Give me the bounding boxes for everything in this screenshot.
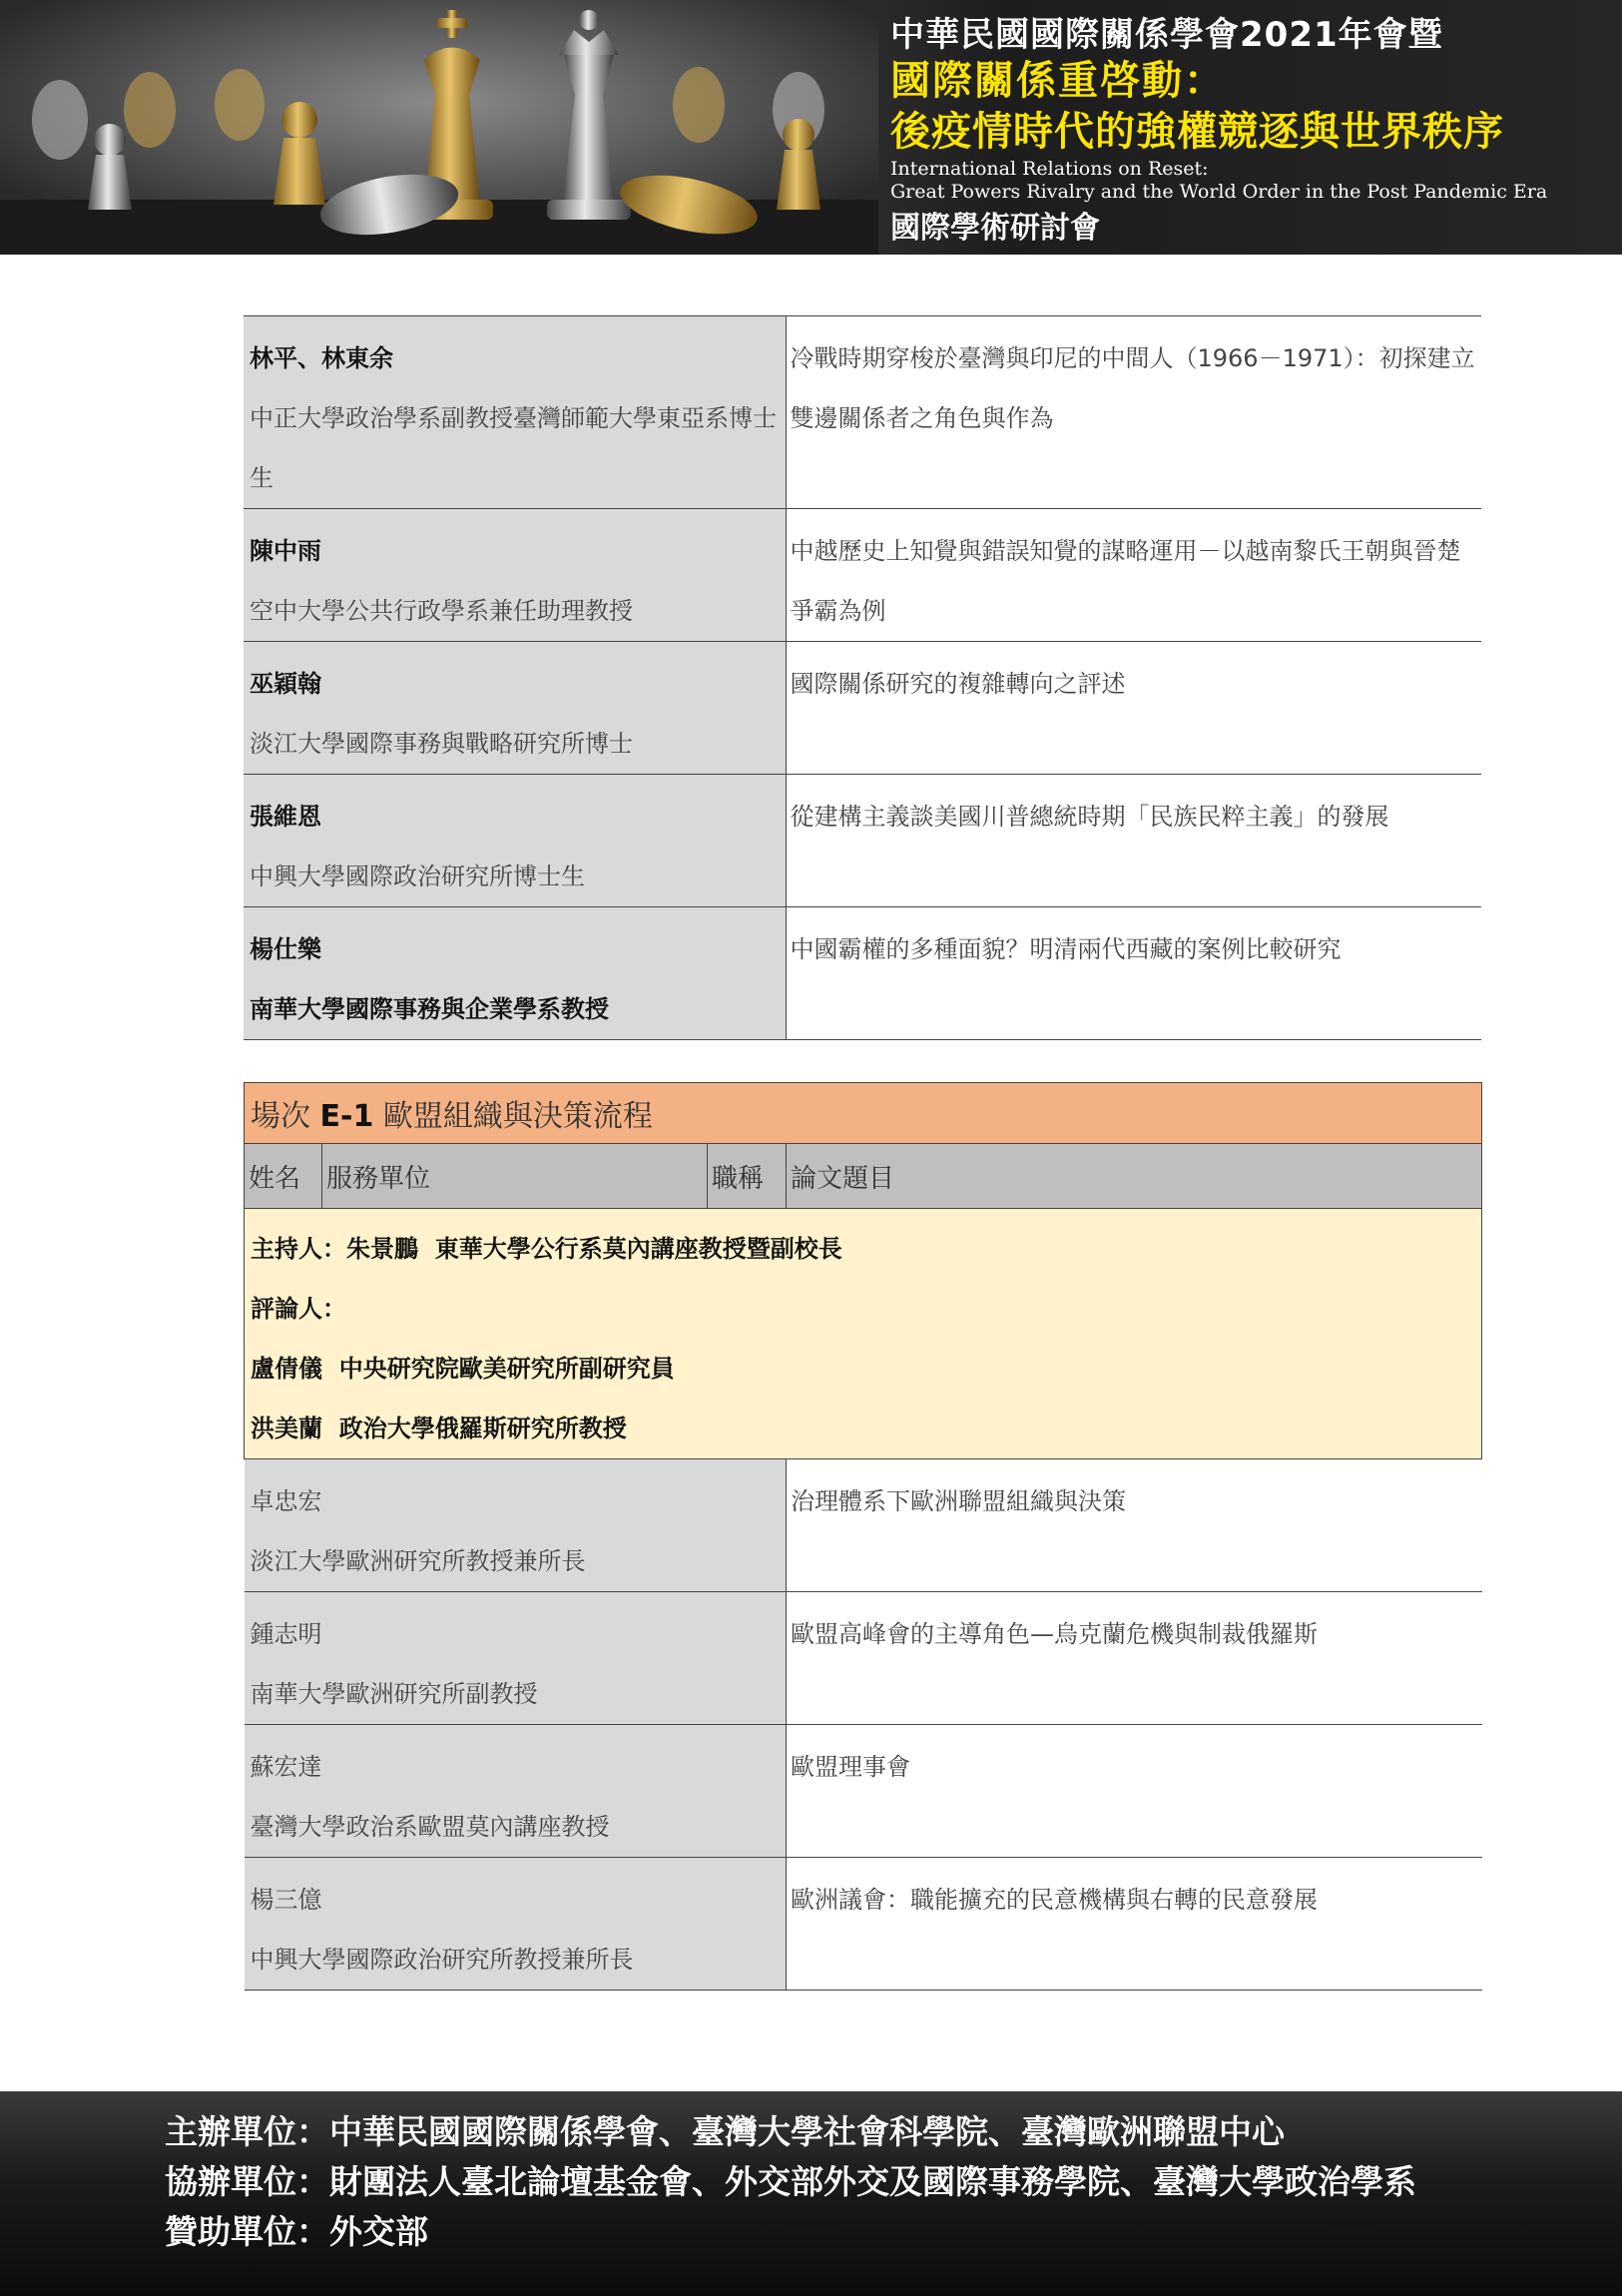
presenter-name: 蘇宏達 xyxy=(250,1753,322,1781)
chess-pieces-image xyxy=(0,0,878,255)
header-name: 姓名 xyxy=(245,1144,322,1209)
table-row xyxy=(244,316,1481,509)
table-row xyxy=(244,775,1481,907)
column-headers xyxy=(245,1144,1482,1209)
session-prefix: 場次 xyxy=(251,1099,310,1134)
presenter-affiliation: 淡江大學歐洲研究所教授兼所長 xyxy=(250,1547,586,1575)
paper-title: 歐盟高峰會的主導角色—烏克蘭危機與制裁俄羅斯 xyxy=(791,1620,1318,1648)
table-row xyxy=(245,1592,1482,1725)
presenter-name: 林平、林東余 xyxy=(250,344,393,372)
discussant-label: 評論人： xyxy=(251,1295,346,1323)
table-row xyxy=(245,1725,1482,1858)
session-title: 歐盟組織與決策流程 xyxy=(382,1099,653,1134)
presenter-affiliation: 中興大學國際政治研究所教授兼所長 xyxy=(250,1946,634,1974)
discussant-1: 盧倩儀 中央研究院歐美研究所副研究員 xyxy=(251,1355,675,1383)
table-row xyxy=(244,509,1481,642)
banner-english-line2: Great Powers Rivalry and the World Order in the Post Pandemic Era xyxy=(890,181,1548,203)
table-row xyxy=(245,1459,1482,1592)
paper-title: 中國霸權的多種面貌？明清兩代西藏的案例比較研究 xyxy=(790,935,1342,963)
presenter-affiliation: 空中大學公共行政學系兼任助理教授 xyxy=(250,597,633,625)
presenter-affiliation: 中正大學政治學系副教授臺灣師範大學東亞系博士生 xyxy=(250,404,777,492)
banner-english-line1: International Relations on Reset: xyxy=(890,158,1209,180)
presenter-name: 楊仕樂 xyxy=(250,935,321,963)
moderator: 主持人：朱景鵬 東華大學公行系莫內講座教授暨副校長 xyxy=(251,1235,842,1263)
session-header xyxy=(245,1083,1482,1144)
presenter-name: 鍾志明 xyxy=(250,1620,322,1648)
paper-title: 中越歷史上知覺與錯誤知覺的謀略運用－以越南黎氏王朝與晉楚爭霸為例 xyxy=(790,537,1461,625)
footer-text xyxy=(165,2107,1416,2257)
banner-event-type: 國際學術研討會 xyxy=(890,211,1100,246)
paper-title: 歐盟理事會 xyxy=(791,1753,910,1781)
paper-title: 國際關係研究的複雜轉向之評述 xyxy=(790,670,1126,698)
table-row xyxy=(244,642,1481,775)
table-row xyxy=(244,907,1481,1040)
paper-title: 治理體系下歐洲聯盟組織與決策 xyxy=(791,1487,1126,1515)
presenter-affiliation: 南華大學國際事務與企業學系教授 xyxy=(250,995,609,1023)
presenter-name: 卓忠宏 xyxy=(250,1487,322,1515)
co-host-organizations: 協辦單位：財團法人臺北論壇基金會、外交部外交及國際事務學院、臺灣大學政治學系 xyxy=(165,2162,1416,2201)
header-banner xyxy=(0,0,1622,255)
banner-text xyxy=(890,14,1609,250)
sponsor-organization: 贊助單位：外交部 xyxy=(165,2212,428,2251)
header-position: 職稱 xyxy=(708,1144,787,1209)
presenter-name: 巫穎翰 xyxy=(250,670,321,698)
paper-title: 從建構主義談美國川普總統時期「民族民粹主義」的發展 xyxy=(790,803,1389,831)
session-code: E-1 xyxy=(319,1099,374,1134)
banner-subtitle: 中華民國國際關係學會2021年會暨 xyxy=(890,15,1443,55)
paper-title: 冷戰時期穿梭於臺灣與印尼的中間人（1966－1971）：初探建立雙邊關係者之角色與作為 xyxy=(790,344,1475,432)
banner-title-line2: 後疫情時代的強權競逐與世界秩序 xyxy=(890,109,1504,155)
presenter-name: 陳中雨 xyxy=(250,537,321,565)
footer-banner xyxy=(0,2091,1622,2296)
presenter-name: 張維恩 xyxy=(250,803,321,831)
discussant-2: 洪美蘭 政治大學俄羅斯研究所教授 xyxy=(251,1415,627,1442)
banner-title-line1: 國際關係重啓動： xyxy=(890,58,1226,104)
header-unit: 服務單位 xyxy=(322,1144,708,1209)
session-e1-table xyxy=(244,1082,1482,1991)
presenter-affiliation: 南華大學歐洲研究所副教授 xyxy=(250,1680,538,1708)
host-organizations: 主辦單位：中華民國國際關係學會、臺灣大學社會科學院、臺灣歐洲聯盟中心 xyxy=(165,2112,1285,2151)
table-row xyxy=(245,1858,1482,1991)
header-paper: 論文題目 xyxy=(787,1144,1482,1209)
moderator-discussant-row xyxy=(245,1209,1482,1459)
presenter-affiliation: 中興大學國際政治研究所博士生 xyxy=(250,862,585,890)
paper-title: 歐洲議會：職能擴充的民意機構與右轉的民意發展 xyxy=(791,1886,1318,1914)
presenter-affiliation: 淡江大學國際事務與戰略研究所博士 xyxy=(250,730,633,758)
presenter-name: 楊三億 xyxy=(250,1886,322,1914)
papers-table-previous-session xyxy=(244,315,1481,1040)
presenter-affiliation: 臺灣大學政治系歐盟莫內講座教授 xyxy=(250,1813,610,1841)
